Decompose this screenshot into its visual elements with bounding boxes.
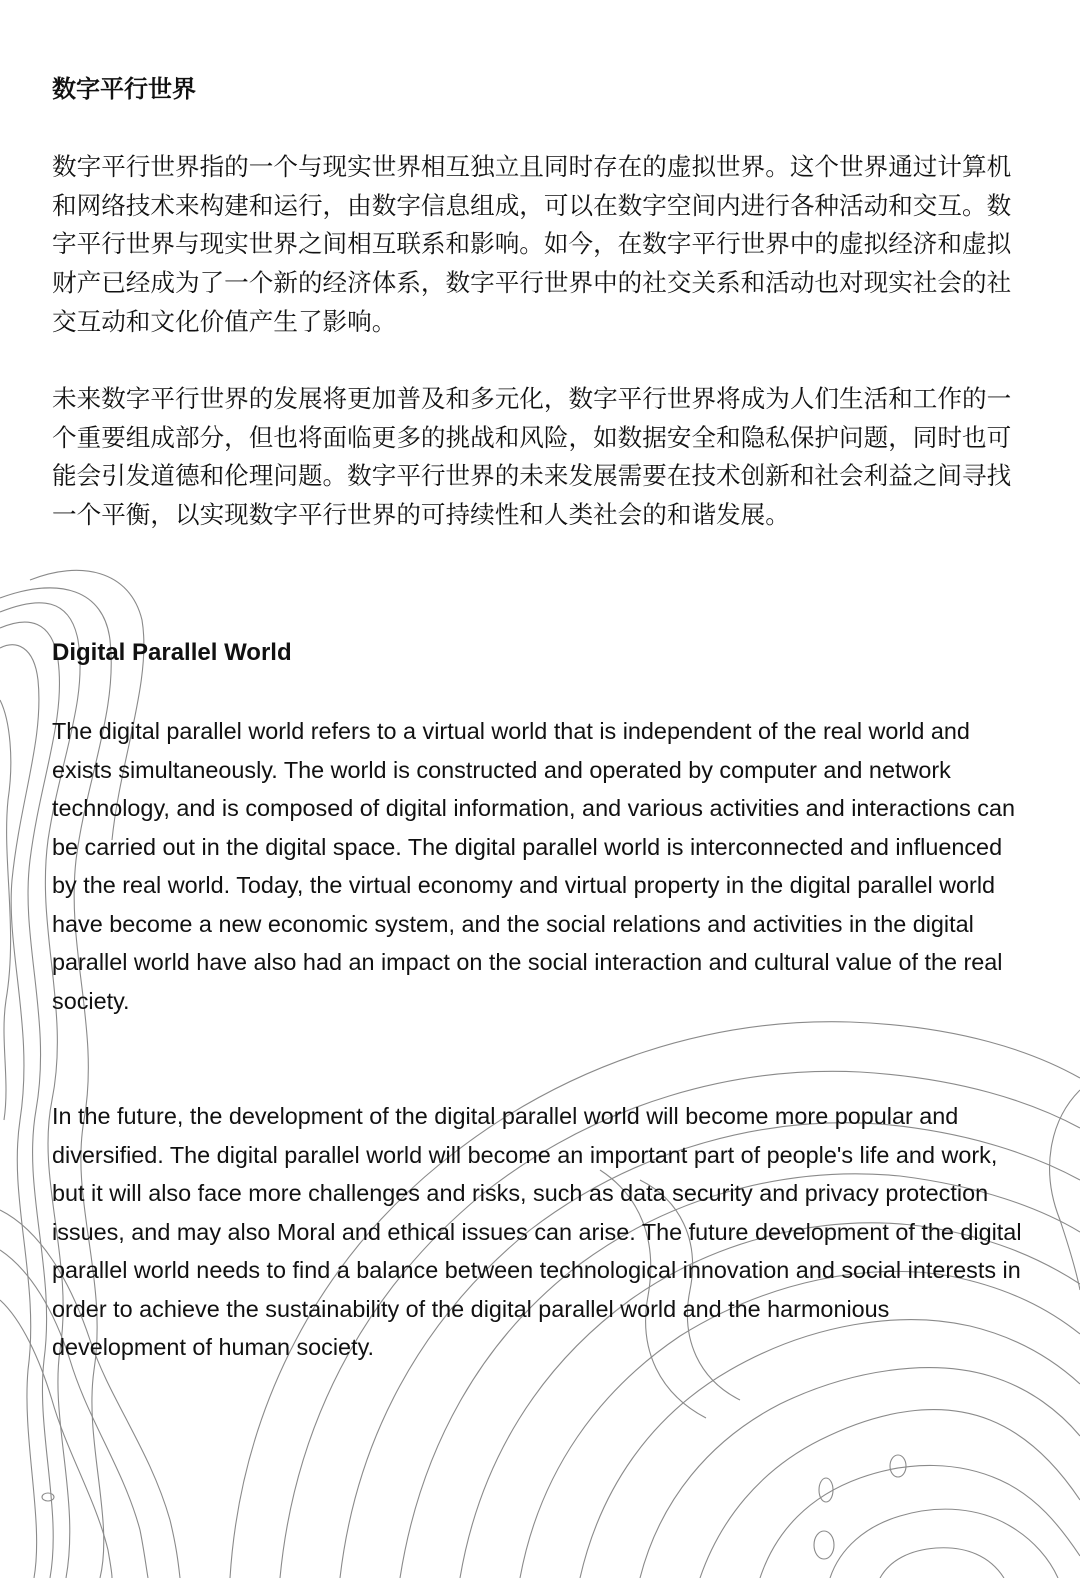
- chinese-paragraph-1: 数字平行世界指的一个与现实世界相互独立且同时存在的虚拟世界。这个世界通过计算机和网络技术来构建和运行，由数字信息组成，可以在数字空间内进行各种活动和交互。数字平行世界与现实世界之间相互联系和影响。如今，在数字平行世界中的虚拟经济和虚拟财产已经成为了一个新的经济体系，数字平行世界中的社交关系和活动也对现实社会的社交互动和文化价值产生了影响。: [52, 152, 1012, 336]
- chinese-title: 数字平行世界: [52, 75, 196, 103]
- chinese-paragraph-2: 未来数字平行世界的发展将更加普及和多元化，数字平行世界将成为人们生活和工作的一个重要组成部分，但也将面临更多的挑战和风险，如数据安全和隐私保护问题，同时也可能会引发道德和伦理问题。数字平行世界的未来发展需要在技术创新和社会利益之间寻找一个平衡，以实现数字平行世界的可持续性和人类社会的和谐发展。: [52, 384, 1012, 530]
- english-paragraph-2: In the future, the development of the digital parallel world will become more popular and diversified. The digital parallel world will become an important part of people's life and work, but it will also face more challenges and risks, such as data security and privacy protection issues, and may also Moral and ethical issues can arise. The future development of the digital parallel world needs to find a balance between technological innovation and social interests in order to achieve the sustainability of the digital parallel world and the harmonious development of human society.: [52, 1103, 1022, 1360]
- english-title: Digital Parallel World: [52, 639, 292, 666]
- english-paragraph-1: The digital parallel world refers to a virtual world that is independent of the real world and exists simultaneously. The world is constructed and operated by computer and network technology, and is composed of digital information, and various activities and interactions can be carried out in the digital space. The digital parallel world is interconnected and influenced by the real world. Today, the virtual economy and virtual property in the digital parallel world have become a new economic system, and the social relations and activities in the digital parallel world have also had an impact on the social interaction and cultural value of the real society.: [52, 718, 1016, 1014]
